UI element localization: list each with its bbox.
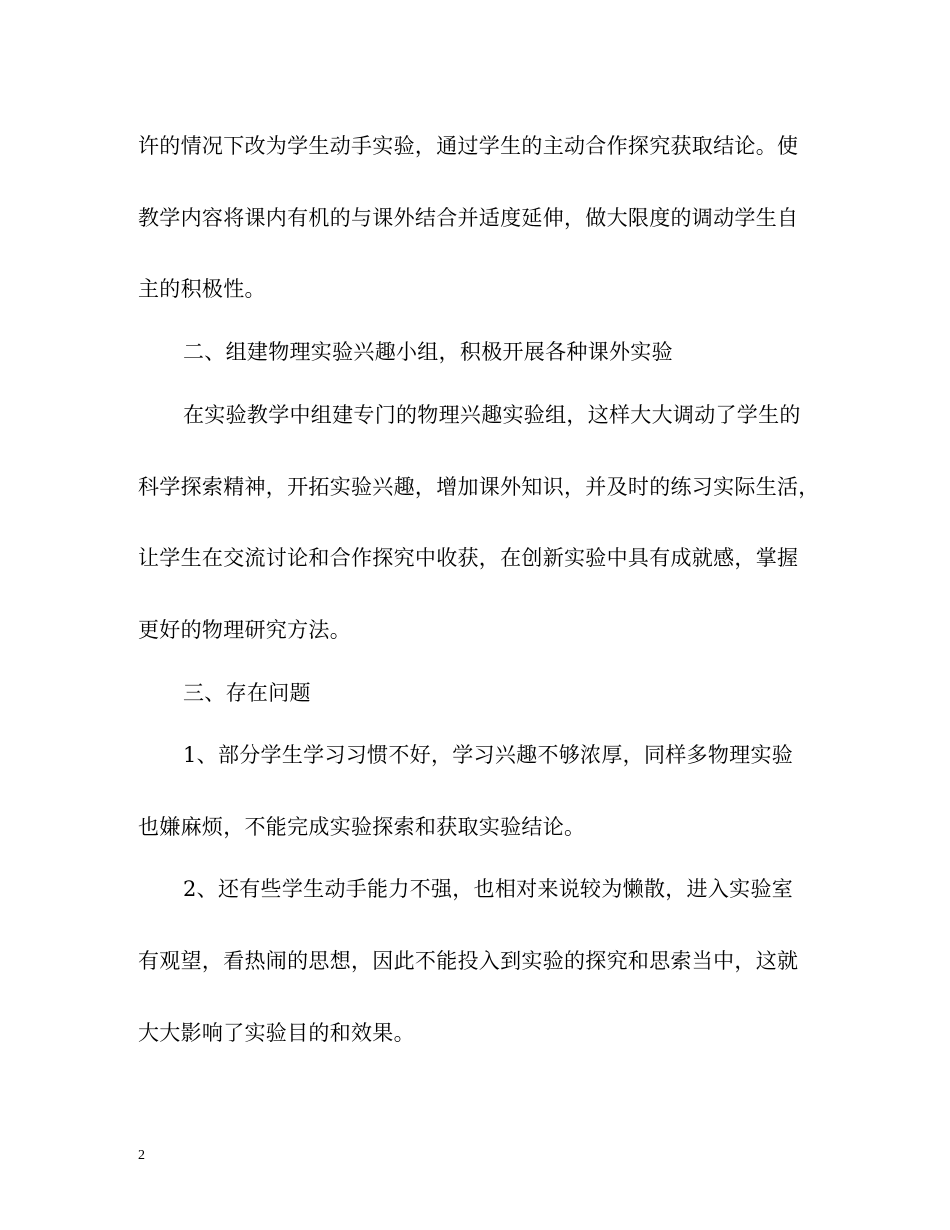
- text-line-1: 许的情况下改为学生动手实验，通过学生的主动合作探究获取结论。使: [138, 134, 799, 158]
- text-line-12: 2、还有些学生动手能力不强，也相对来说较为懒散，进入实验室: [183, 877, 794, 901]
- text-line-3: 主的积极性。: [138, 277, 266, 301]
- text-line-8: 更好的物理研究方法。: [138, 618, 351, 642]
- text-line-6: 科学探索精神，开拓实验兴趣，增加课外知识，并及时的练习实际生活，: [138, 475, 820, 499]
- text-line-5: 在实验教学中组建专门的物理兴趣实验组，这样大大调动了学生的: [183, 403, 801, 427]
- section-heading-3: 三、存在问题: [183, 681, 311, 705]
- text-line-11: 也嫌麻烦，不能完成实验探索和获取实验结论。: [138, 815, 586, 839]
- section-heading-2: 二、组建物理实验兴趣小组，积极开展各种课外实验: [183, 340, 673, 364]
- text-line-13: 有观望，看热闹的思想，因此不能投入到实验的探究和思索当中，这就: [138, 949, 799, 973]
- text-line-14: 大大影响了实验目的和效果。: [138, 1021, 415, 1045]
- text-line-10: 1、部分学生学习习惯不好，学习兴趣不够浓厚，同样多物理实验: [183, 743, 794, 767]
- text-line-2: 教学内容将课内有机的与课外结合并适度延伸，做大限度的调动学生自: [138, 206, 799, 230]
- text-line-7: 让学生在交流讨论和合作探究中收获，在创新实验中具有成就感，掌握: [138, 546, 799, 570]
- page-number: 2: [138, 1148, 145, 1163]
